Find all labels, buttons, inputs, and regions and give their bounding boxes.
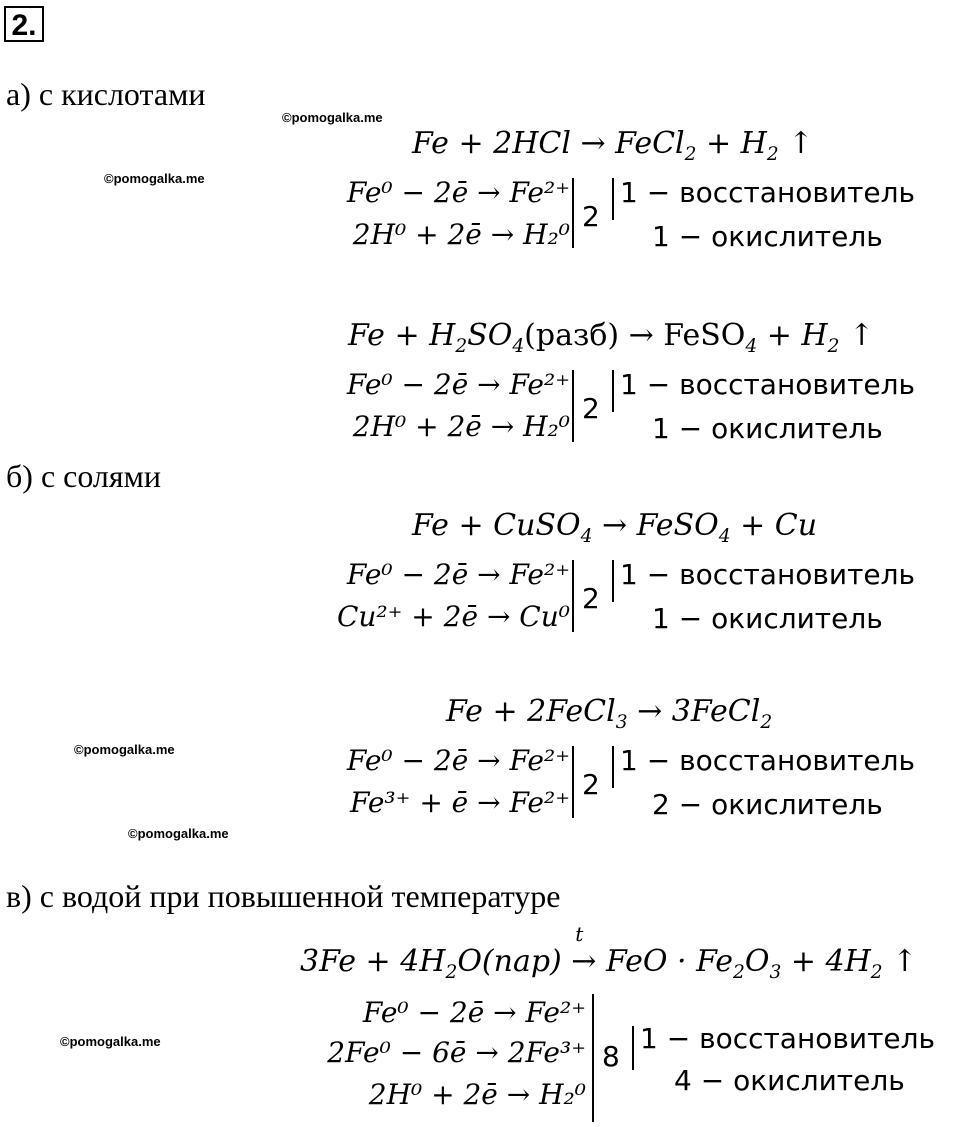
reaction-4-half-oxidation: Fe⁰ − 2ē → Fe²⁺ [346,744,570,777]
watermark: ©pomogalka.me [60,1034,161,1049]
reaction-4-half-reduction: Fe³⁺ + ē → Fe²⁺ [349,786,570,819]
reaction-5-equation: $3Fe + 4H_2O(пар)$ t → FeO · $Fe_2O_3 + 4H_2$ ↑ [300,922,918,983]
reaction-1-role-reducer: 1 − восстановитель [620,176,916,209]
watermark: ©pomogalka.me [128,826,229,841]
reaction-4-equation: Fe + 2FeCl$_3$ → 3FeCl$_2$ [446,694,773,733]
reaction-4-role-reducer: 1 − восстановитель [620,744,916,777]
bracket-line [572,746,574,818]
reaction-2-factor: 2 [582,392,600,425]
reaction-3-factor: 2 [582,582,600,615]
reaction-5-factor: 8 [602,1040,620,1073]
reaction-2-half-reduction: 2H⁰ + 2ē → H₂⁰ [352,410,570,443]
reaction-5-half-1: Fe⁰ − 2ē → Fe²⁺ [362,996,586,1029]
bracket-line [612,370,614,412]
reaction-2-role-reducer: 1 − восстановитель [620,368,916,401]
reaction-1-half-oxidation: Fe⁰ − 2ē → Fe²⁺ [346,176,570,209]
reaction-2-half-oxidation: Fe⁰ − 2ē → Fe²⁺ [346,368,570,401]
watermark: ©pomogalka.me [74,742,175,757]
reaction-3-equation: Fe + CuSO$_4$ → FeSO$_4$ + Cu [412,508,818,547]
bracket-line [592,994,594,1122]
reaction-1-equation: Fe + 2HCl → FeCl$_2$ + $H_2$ ↑ [412,126,814,165]
reaction-2-equation: $Fe + H_2SO_4(разб)$ → FeSO$_4$ + $H_2$ ↑ [348,318,875,357]
reaction-5-role-reducer: 1 − восстановитель [640,1022,936,1055]
bracket-line [572,370,574,442]
reaction-1-role-oxidizer: 1 − окислитель [652,220,883,253]
bracket-line [612,746,614,788]
reaction-1-factor: 2 [582,200,600,233]
reaction-3-role-oxidizer: 1 − окислитель [652,602,883,635]
reaction-5-half-3: 2H⁰ + 2ē → H₂⁰ [368,1078,586,1111]
section-a-heading: а) с кислотами [6,76,206,112]
reaction-1-half-reduction: 2H⁰ + 2ē → H₂⁰ [352,218,570,251]
reaction-5-half-2: 2Fe⁰ − 6ē → 2Fe³⁺ [327,1036,586,1069]
watermark: ©pomogalka.me [282,110,383,125]
reaction-3-half-oxidation: Fe⁰ − 2ē → Fe²⁺ [346,558,570,591]
bracket-line [632,1026,634,1070]
bracket-line [612,560,614,602]
task-number: 2. [4,6,44,42]
reaction-2-role-oxidizer: 1 − окислитель [652,412,883,445]
reaction-3-half-reduction: Cu²⁺ + 2ē → Cu⁰ [336,600,570,633]
reaction-5-arrow-label: t [575,922,584,946]
reaction-5-role-oxidizer: 4 − окислитель [674,1064,905,1097]
watermark: ©pomogalka.me [104,171,205,186]
bracket-line [572,178,574,248]
reaction-4-role-oxidizer: 2 − окислитель [652,788,883,821]
reaction-3-role-reducer: 1 − восстановитель [620,558,916,591]
section-b-heading: б) с солями [6,458,161,494]
reaction-4-factor: 2 [582,768,600,801]
bracket-line [572,560,574,632]
section-c-heading: в) с водой при повышенной температуре [6,878,561,914]
bracket-line [612,178,614,220]
